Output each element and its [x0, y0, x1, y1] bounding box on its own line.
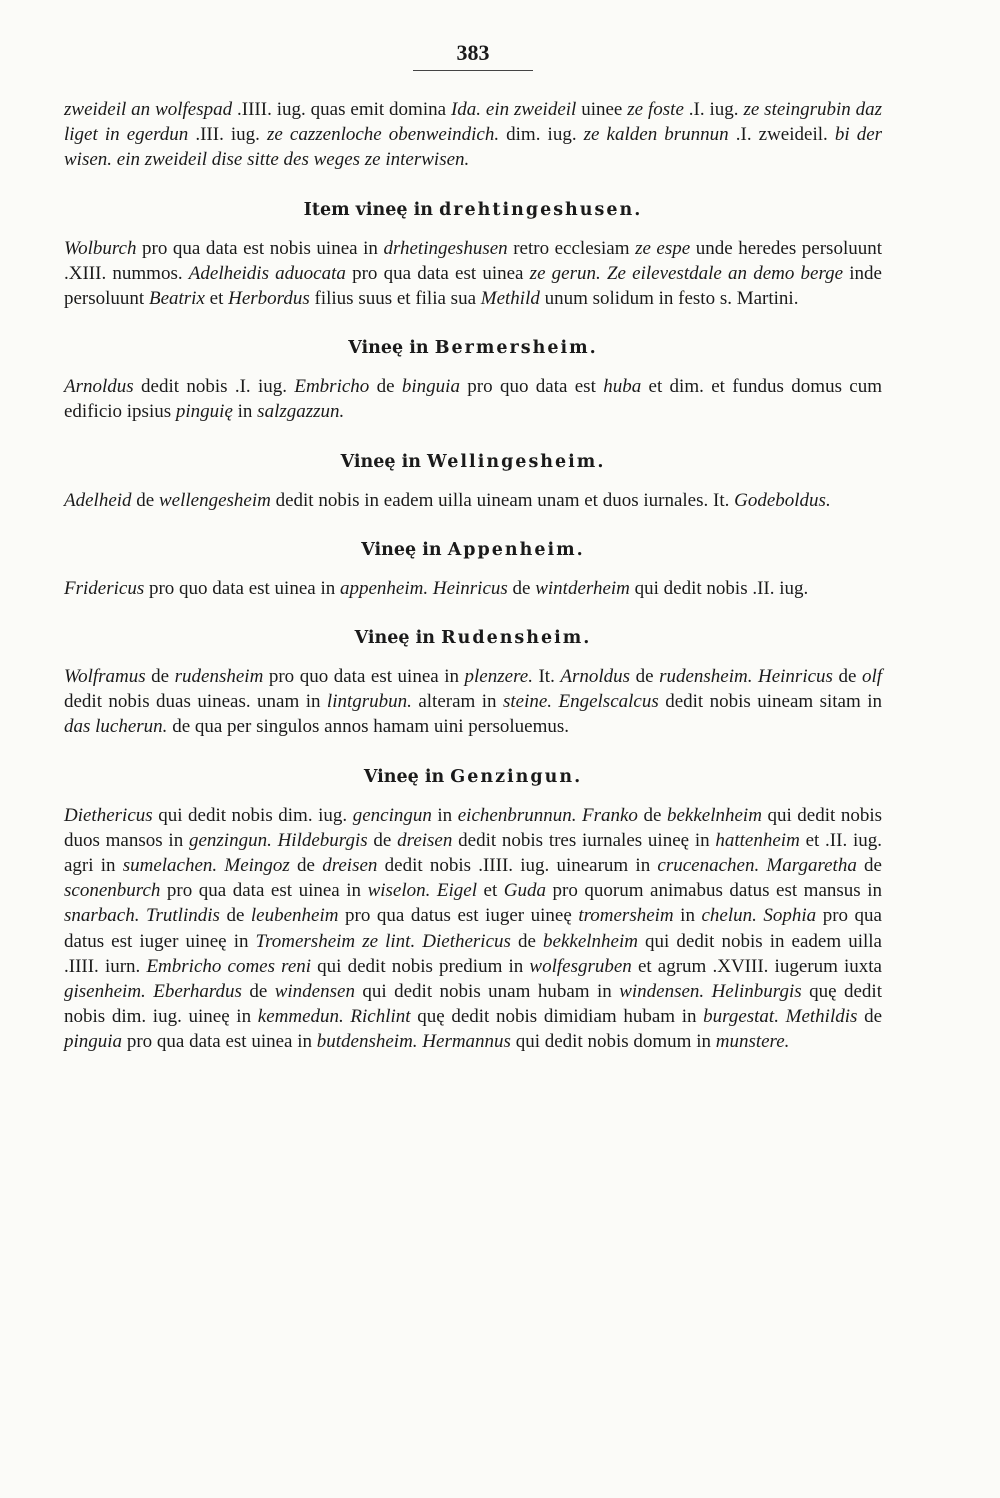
italic-name: das lucherun.	[64, 716, 168, 738]
italic-name: Guda	[503, 880, 547, 902]
italic-name: lintgrubun.	[326, 691, 412, 713]
body-text: dedit nobis tres iurnales uineę in	[452, 829, 716, 851]
section-paragraph	[64, 803, 882, 1055]
italic-name: Wolframus	[64, 666, 146, 688]
body-text: dedit nobis .IIII. iug. uinearum in	[377, 855, 658, 877]
body-text: in	[431, 804, 458, 826]
body-text: pro quo data est uinea in	[144, 577, 340, 599]
italic-name: gisenheim. Eberhardus	[64, 981, 242, 1003]
italic-name: wiselon. Eigel	[367, 880, 477, 902]
italic-name: dreisen	[322, 855, 378, 877]
body-text: de	[289, 855, 323, 877]
intro-text: dim. iug.	[499, 124, 584, 146]
section-heading	[64, 200, 882, 220]
body-text: dedit nobis uineam sitam in	[658, 691, 882, 713]
italic-name: steine. Engelscalcus	[502, 691, 659, 713]
section-heading	[64, 767, 882, 787]
italic-name: sumelachen. Meingoz	[122, 855, 290, 877]
intro-text: bi der wisen. ein zweideil dise sitte des weges ze interwisen.	[64, 124, 883, 171]
italic-name: Adelheidis aduocata	[188, 262, 346, 284]
italic-name: huba	[603, 376, 642, 398]
intro-text: uinee	[576, 99, 628, 120]
body-text: pro qua data est nobis uinea in	[136, 237, 384, 259]
section-heading	[64, 338, 882, 358]
body-text: de	[857, 1006, 883, 1028]
intro-paragraph	[64, 97, 882, 173]
heading-prefix: Vineę in	[361, 539, 448, 560]
body-text: inde persoluunt	[64, 262, 882, 310]
heading-place: drehtingeshusen.	[439, 199, 643, 220]
italic-name: eichenbrunnun. Franko	[457, 804, 638, 826]
body-text: dedit nobis .I. iug.	[133, 376, 295, 398]
body-text: de	[856, 855, 882, 877]
italic-name: wintderheim	[535, 577, 630, 599]
italic-name: Godeboldus.	[734, 489, 831, 511]
intro-text: .III. iug.	[188, 124, 268, 146]
body-text: qui dedit nobis unam hubam in	[354, 981, 620, 1003]
body-text: quę dedit nobis dim. iug. uineę in	[64, 981, 882, 1028]
intro-text: zweideil an wolfespad	[64, 99, 233, 120]
italic-name: wellengesheim	[158, 489, 271, 511]
italic-name: drhetingeshusen	[383, 237, 508, 259]
italic-name: crucenachen. Margaretha	[657, 855, 857, 877]
italic-name: ze espe	[635, 237, 691, 259]
body-text: dedit nobis in eadem uilla uineam unam et duos iurnales. It.	[270, 489, 735, 511]
intro-text: Ida. ein zweideil	[450, 99, 577, 120]
italic-name: chelun. Sophia	[701, 905, 817, 927]
italic-name: bekkelnheim	[666, 804, 762, 826]
body-text: pro qua data est uinea in	[122, 1031, 317, 1053]
body-text: in	[232, 401, 258, 423]
italic-name: Arnoldus	[64, 376, 134, 398]
italic-name: Herbordus	[228, 288, 310, 310]
body-text: de	[367, 829, 398, 851]
italic-name: windensen	[274, 981, 355, 1003]
italic-name: kemmedun. Richlint	[257, 1006, 411, 1028]
body-text: de	[507, 577, 536, 599]
section-heading	[64, 452, 882, 472]
italic-name: pinguia	[64, 1031, 123, 1053]
body-text: et dim. et fundus domus cum edificio ipsius	[64, 376, 882, 423]
italic-name: salzgazzun.	[257, 401, 345, 423]
body-text: alteram in	[411, 691, 503, 713]
heading-prefix: Vineę in	[340, 451, 428, 472]
italic-name: Fridericus	[64, 577, 145, 599]
body-text: pro qua data est uinea in	[160, 880, 368, 902]
italic-name: hattenheim	[715, 829, 800, 851]
body-text: pro quorum animabus datus est mansus in	[546, 880, 882, 902]
body-text: It.	[532, 666, 561, 688]
italic-name: genzingun. Hildeburgis	[188, 829, 368, 851]
body-text: qui dedit nobis domum in	[510, 1031, 716, 1053]
body-text: pro qua datus est iuger uineę	[338, 905, 579, 927]
italic-name: Adelheid	[64, 489, 132, 511]
heading-prefix: Vineę in	[348, 338, 435, 359]
italic-name: snarbach. Trutlindis	[64, 905, 220, 927]
intro-text: .I. zweideil.	[728, 124, 835, 146]
italic-name: leubenheim	[250, 905, 339, 927]
italic-name: wolfesgruben	[529, 955, 632, 977]
body-text: qui dedit nobis predium in	[311, 955, 530, 977]
italic-name: rudensheim	[174, 666, 264, 688]
body-text: et .II. iug. agri in	[64, 829, 882, 877]
italic-name: butdensheim. Hermannus	[316, 1031, 511, 1053]
body-text: pro quo data est uinea in	[263, 666, 465, 688]
italic-name: windensen. Helinburgis	[619, 981, 802, 1003]
body-text: unde heredes persoluunt .XIII. nummos.	[64, 237, 883, 284]
italic-name: Wolburch	[64, 237, 137, 259]
body-text: de	[630, 666, 660, 688]
italic-name: Diethericus	[64, 804, 153, 826]
italic-name: appenheim. Heinricus	[339, 577, 508, 599]
body-text: de	[637, 804, 667, 826]
italic-name: Tromersheim ze lint. Diethericus	[255, 930, 511, 952]
body-text: qui dedit nobis in eadem uilla .IIII. iurn.	[64, 930, 882, 977]
body-text: qui dedit nobis duos mansos in	[64, 804, 882, 851]
italic-name: burgestat. Methildis	[703, 1006, 858, 1028]
body-text: de	[219, 905, 251, 927]
intro-text: .IIII. iug. quas emit domina	[237, 99, 451, 120]
heading-prefix: Item vineę in	[303, 199, 440, 220]
body-text: qui dedit nobis .II. iug.	[629, 577, 809, 599]
body-text: et agrum .XVIII. iugerum iuxta	[631, 955, 882, 977]
italic-name: Embricho	[294, 376, 370, 398]
italic-name: plenzere.	[464, 666, 533, 688]
body-text: de	[145, 666, 175, 688]
body-text: dedit nobis duas uineas. unam in	[64, 691, 327, 713]
italic-name: bekkelnheim	[543, 930, 638, 952]
page-number: 383	[413, 40, 533, 71]
body-text: pro quo data est	[459, 376, 604, 398]
italic-name: sconenburch	[64, 880, 161, 902]
body-text: et	[477, 880, 504, 902]
body-text: pro qua datus est iuger uineę in	[64, 905, 882, 952]
section-paragraph	[64, 488, 882, 513]
italic-name: rudensheim. Heinricus	[659, 666, 833, 688]
heading-prefix: Vineę in	[354, 628, 442, 649]
heading-place: Rudensheim.	[441, 628, 592, 649]
italic-name: Methild	[480, 288, 540, 310]
intro-text: .I. iug.	[683, 99, 744, 120]
heading-prefix: Vineę in	[363, 766, 451, 787]
sections-container	[64, 200, 882, 1055]
heading-place: Bermersheim.	[434, 338, 598, 359]
body-text: qui dedit nobis dim. iug.	[152, 804, 353, 826]
body-text: de	[510, 930, 544, 952]
heading-place: Genzingun.	[450, 766, 583, 787]
body-text: de qua per singulos annos hamam uini persoluemus.	[167, 716, 570, 738]
body-text: unum solidum in festo s. Martini.	[539, 288, 799, 310]
body-text: et	[204, 288, 229, 310]
italic-name: olf	[861, 666, 882, 688]
body-text: filius suus et filia sua	[309, 288, 481, 310]
italic-name: ze gerun. Ze eilevestdale an demo berge	[529, 262, 844, 284]
body-text: de	[832, 666, 862, 688]
intro-text: ze cazzenloche obenweindich.	[267, 124, 500, 146]
body-text: quę dedit nobis dimidiam hubam in	[410, 1006, 704, 1028]
body-text: in	[673, 905, 702, 927]
section-heading	[64, 628, 882, 648]
body-text: de	[369, 376, 402, 398]
italic-name: munstere.	[715, 1031, 790, 1053]
italic-name: dreisen	[397, 829, 453, 851]
body-text: de	[131, 489, 159, 511]
body-text: retro ecclesiam	[507, 237, 636, 259]
heading-place: Wellingesheim.	[427, 451, 606, 472]
italic-name: Arnoldus	[560, 666, 631, 688]
body-text: de	[241, 981, 275, 1003]
italic-name: Embricho comes reni	[146, 955, 312, 977]
italic-name: Beatrix	[148, 288, 205, 310]
body-text: pro qua data est uinea	[345, 262, 530, 284]
intro-text: ze kalden brunnun	[583, 124, 729, 146]
document-page	[64, 40, 882, 1055]
italic-name: pinguię	[175, 401, 233, 423]
italic-name: tromersheim	[578, 905, 674, 927]
section-heading	[64, 540, 882, 560]
section-paragraph	[64, 664, 882, 740]
italic-name: gencingun	[352, 804, 432, 826]
section-paragraph	[64, 374, 882, 424]
heading-place: Appenheim.	[447, 539, 585, 560]
intro-text: ze foste	[627, 99, 684, 120]
section-paragraph	[64, 576, 882, 601]
italic-name: binguia	[401, 376, 460, 398]
intro-text: ze steingrubin daz liget in egerdun	[64, 99, 883, 146]
section-paragraph	[64, 236, 882, 312]
